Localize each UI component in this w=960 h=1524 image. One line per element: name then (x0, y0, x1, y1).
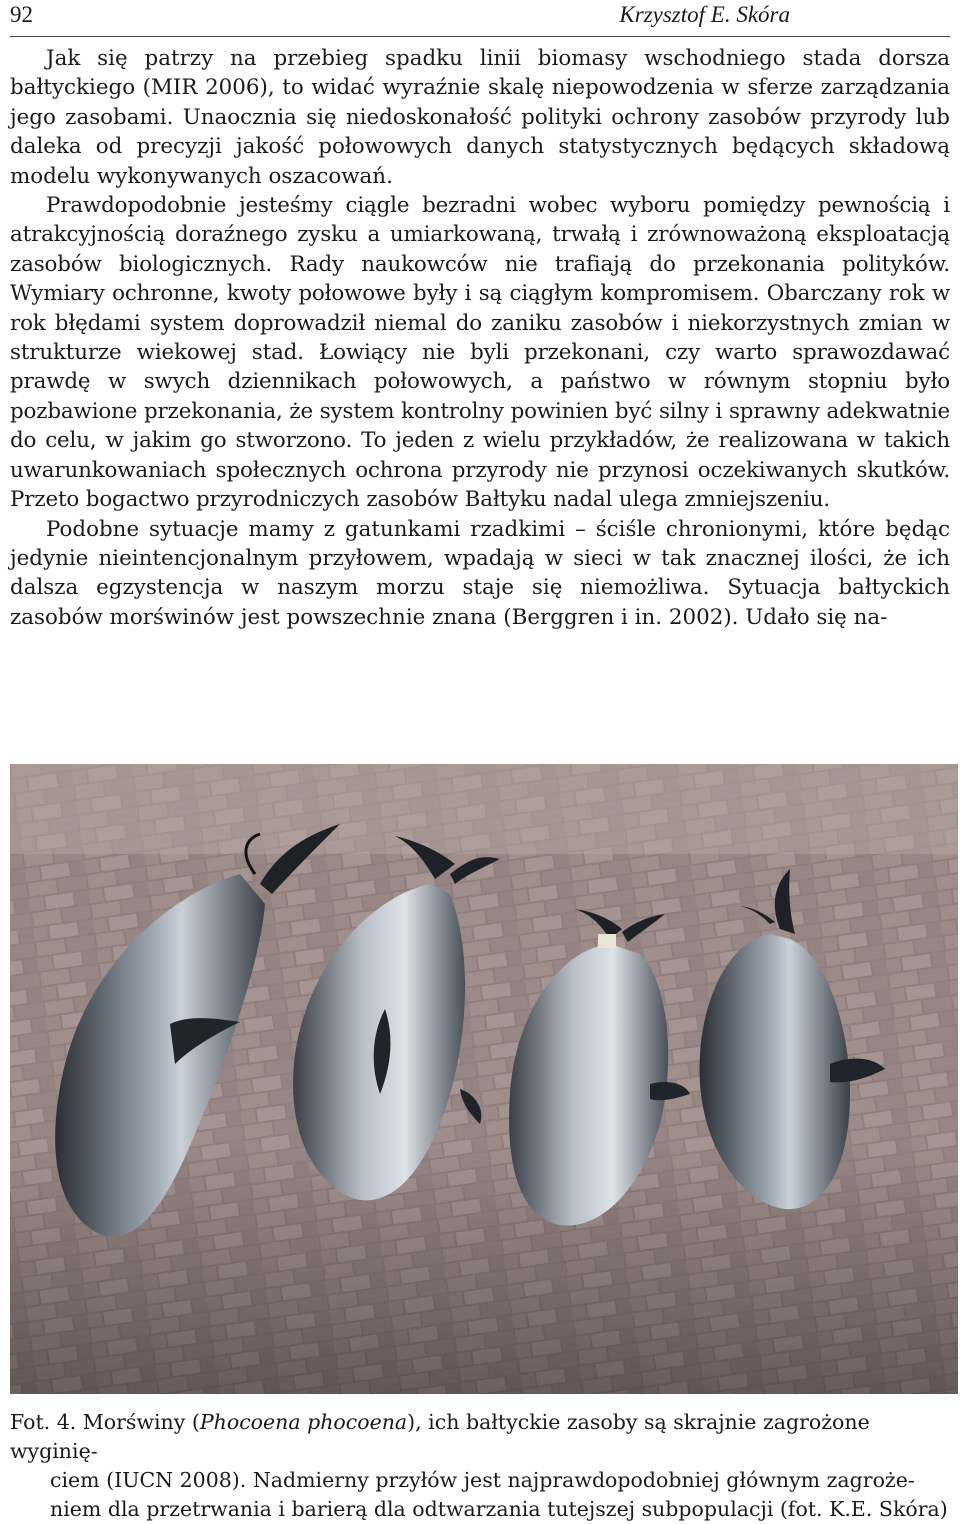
figure-caption (10, 1408, 950, 1524)
paragraph-1: Jak się patrzy na przebieg spadku linii biomasy wschodniego stada dorsza bałtyckiego (MIR 2006), to widać wyraźnie skalę niepowodzenia w sferze zarządzania jego zasobami. Unaocznia się niedoskonałość polityki ochrony zasobów przyrody lub daleka od precyzji jakość połowowych danych statystycznych będących składową modelu wykonywanych oszacowań. (10, 46, 950, 189)
running-head-author: Krzysztof E. Skóra (619, 2, 790, 27)
page-number: 92 (10, 2, 33, 27)
porpoise-photo (10, 764, 958, 1394)
paragraph-3: Podobne sytuacje mamy z gatunkami rzadkimi – ściśle chronionymi, które będąc jedynie nieintencjonalnym przyłowem, wpadają w sieci w tak znacznej ilości, że ich dalsza egzystencja w naszym morzu staje się niemożliwa. Sytuacja bałtyckich zasobów morświnów jest powszechnie znana (Berggren i in. 2002). Udało się na- (10, 516, 950, 630)
caption-latin-name: Phocoena phocoena (199, 1410, 408, 1434)
caption-line-3: niem dla przetrwania i barierą dla odtwarzania tutejszej subpopulacji (fot. K.E. Skóra) (50, 1497, 948, 1521)
paragraph-2: Prawdopodobnie jesteśmy ciągle bezradni wobec wyboru pomiędzy pewnością i atrakcyjnością doraźnego zysku a umiarkowaną, trwałą i zrównoważoną eksploatacją zasobów biologicznych. Rady naukowców nie trafiają do przekonania polityków. Wymiary ochronne, kwoty połowowe były i są ciągłym kompromisem. Obarczany rok w rok błędami system doprowadził niemal do zaniku zasobów i niekorzystnych zmian w strukturze wiekowej stad. Łowiący nie byli przekonani, czy warto sprawozdawać prawdę w swych dziennikach połowowych, a państwo w równym stopniu było pozbawione przekonania, że system kontrolny powinien być silny i sprawny adekwatnie do celu, w jakim go stworzono. To jeden z wielu przykładów, że realizowana w takich uwarunkowaniach społecznych ochrona przyrody nie przynosi oczekiwanych skutków. Przeto bogactwo przyrodniczych zasobów Bałtyku nadal ulega zmniejszeniu. (10, 193, 950, 513)
caption-line-2: ciem (IUCN 2008). Nadmierny przyłów jest najprawdopodobniej głównym zagroże- (50, 1468, 915, 1492)
page-header (10, 0, 950, 30)
caption-line-1 (10, 1408, 950, 1466)
body-text (10, 44, 950, 632)
caption-label: Fot. 4. Morświny ( (10, 1410, 200, 1434)
caption-line-1-rest: ), ich bałtyckie zasoby są skrajnie zagrożone wyginię- (10, 1410, 870, 1463)
header-rule (10, 36, 950, 37)
